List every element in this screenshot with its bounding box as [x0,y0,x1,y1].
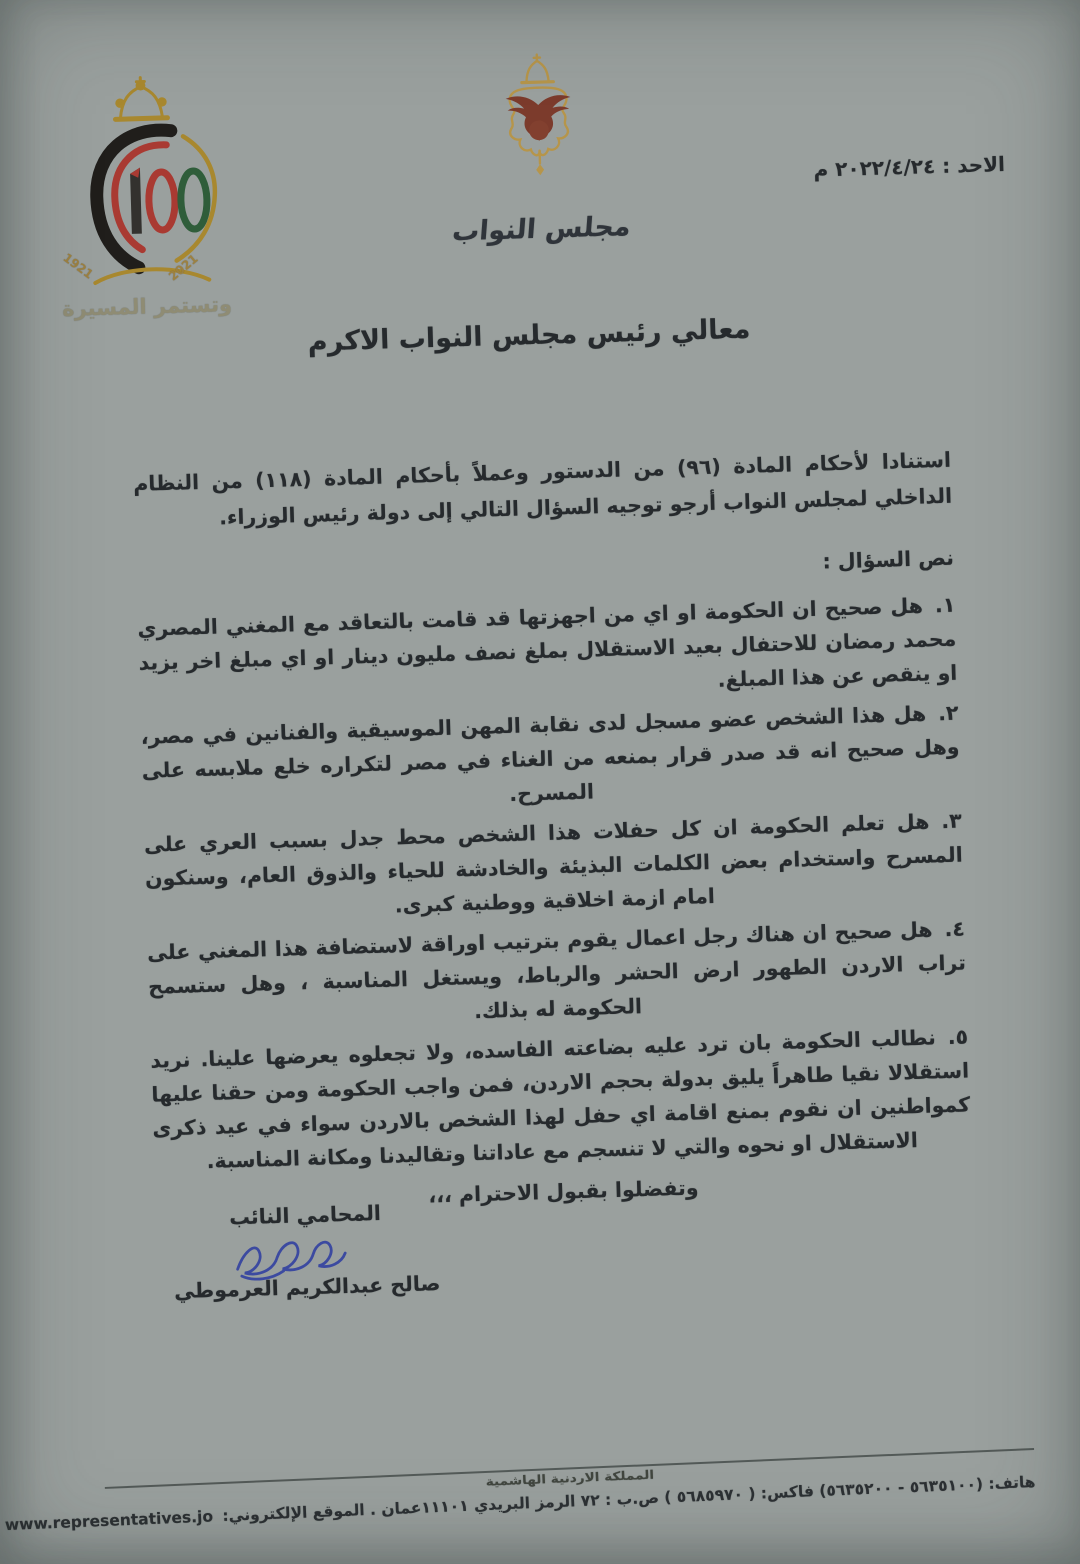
question-item [144,804,965,930]
question-list [137,588,971,1180]
footer-contact-text: هاتف: (٥٦٣٥١٠٠ - ٥٦٣٥٢٠٠) فاكس: ( ٥٦٨٥٩٧٠ ) ص.ب : ٧٢ الرمز البريدي ١١١٠١عمان . الموقع الإلكتروني: [222,1472,1036,1526]
item-text: هل صحيح ان الحكومة او اي من اجهزتها قد قامت بالتعاقد مع المغني المصري محمد رمضان للاحتفال بعيد الاستقلال بملغ نصف مليون دينار او اي مبلغ اخر يزيد او ينقص عن هذا المبلغ. [137,593,958,692]
footer [4,1448,1036,1535]
question-item [150,1019,972,1179]
jordan-centennial-logo-icon [31,52,257,330]
closing-line: وتفضلوا بقبول الاحترام ،،، [428,1175,699,1208]
question-item [140,696,961,822]
item-number: ١. [934,592,956,618]
signature-name: صالح عبدالكريم العرموطي [173,1271,441,1304]
date-line: الاحد : ٢٠٢٢/٤/٢٤ م [813,151,1006,182]
item-text: نطالب الحكومة بان ترد عليه بضاعته الفاسده، ولا تجعلوه يعرضها علينا. نريد استقلالا نقيا طاهراً يليق بدولة بحجم الاردن، فمن واجب الحكومة ومن حقنا عليها كمواطنين ان نقوم بمنع اقامة اي حفل لهذا الشخص بالاردن سواء في عيد ذكرى الاستقلال او نحوه والتي لا تنسجم مع عاداتنا وتقاليدنا ومكانة المناسبة. [150,1025,971,1174]
centennial-slogan: وتستمر المسيرة [61,291,233,321]
centennial-year-start: 1921 [60,250,96,282]
signature-role: المحامي النائب [228,1200,382,1230]
crest-caption: مجلس النواب [451,211,632,248]
item-text: هل صحيح ان هناك رجل اعمال يقوم بترتيب اوراقة لاستضافة هذا المغني على تراب الاردن الطهور ارض الحشر والرباط، ويستغل المناسبة ، وهل ستسمح الحكومة له بذلك. [146,917,967,1024]
letter-title: معالي رئيس مجلس النواب الاكرم [307,313,751,358]
item-text: هل هذا الشخص عضو مسجل لدى نقابة المهن الموسيقية والفنانين في مصر، وهل صحيح انه قد صدر قرار بمنعه من الغناء في مصر لتكراره خلع ملابسه على المسرح. [140,701,960,806]
item-text: هل تعلم الحكومة ان كل حفلات هذا الشخص محط جدل بسبب العري على المسرح واستخدام بعض الكلمات البذيئة والخادشة للحياء والذوق العام، وسنكون امام ازمة اخلاقية ووطنية كبرى. [143,809,964,918]
intro-paragraph: استنادا لأحكام المادة (٩٦) من الدستور وعملاً بأحكام المادة (١١٨) من النظام الداخلي لمجلس النواب أرجو توجيه السؤال التالي إلى دولة رئيس الوزراء. [132,447,953,530]
signature-block [155,1199,458,1304]
letter-body [133,442,973,1222]
item-number: ٥. [947,1024,969,1050]
royal-crest-block [429,47,650,248]
item-number: ٢. [937,700,959,726]
centennial-number [130,166,208,234]
question-item [147,912,968,1038]
item-number: ٣. [940,808,963,834]
item-number: ٤. [944,916,966,942]
crown-icon [114,77,167,120]
footer-website: www.representatives.jo [4,1507,214,1535]
kingdom-emblem-text: المملكة الاردنية الهاشمية [485,1468,655,1490]
royal-crest-icon [456,47,620,202]
star-ornament-icon [536,164,544,175]
question-label: نص السؤال : [822,545,955,574]
question-item [137,588,958,714]
centennial-year-end: 2021 [165,251,201,284]
